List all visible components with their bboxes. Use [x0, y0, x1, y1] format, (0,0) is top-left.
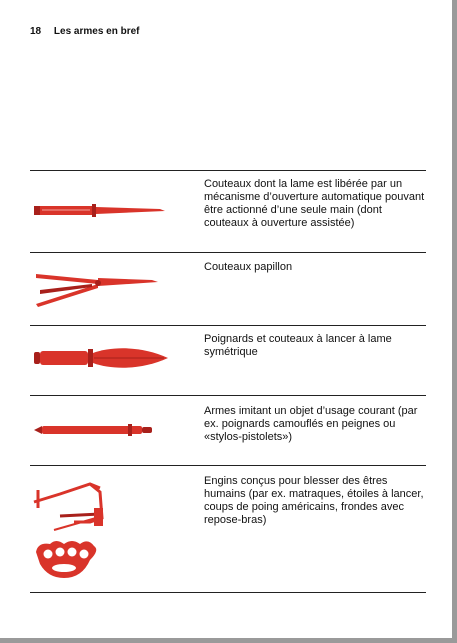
- slingshot-and-brass-knuckles-icon: [30, 478, 110, 584]
- page-number: 18: [30, 26, 42, 37]
- throwing-dagger-icon: [32, 344, 172, 372]
- row-description: Poignards et couteaux à lancer à lame symétrique: [204, 333, 392, 358]
- butterfly-knife-icon: [32, 266, 162, 308]
- pen-knife-icon: [32, 422, 154, 438]
- divider: [30, 325, 426, 326]
- switchblade-knife-icon: [32, 200, 167, 220]
- divider: [30, 395, 426, 396]
- row-description: Couteaux dont la lame est libérée par un mécanisme d’ouverture automatique pouvant être actionné d’une seule main (dont couteaux à ouverture assistée): [204, 178, 425, 229]
- divider: [30, 465, 426, 466]
- row-description: Engins conçus pour blesser des êtres humains (par ex. matraques, étoiles à lancer, coups de poing américains, frondes avec repose-bras): [204, 475, 424, 526]
- page-header: [30, 26, 140, 37]
- divider: [30, 170, 426, 171]
- divider: [30, 252, 426, 253]
- section-title: Les armes en bref: [53, 26, 140, 37]
- row-description: Couteaux papillon: [204, 261, 293, 273]
- divider: [30, 592, 426, 593]
- row-description: Armes imitant un objet d’usage courant (par ex. poignards camouflés en peignes ou «stylos-pistolets»): [204, 405, 418, 443]
